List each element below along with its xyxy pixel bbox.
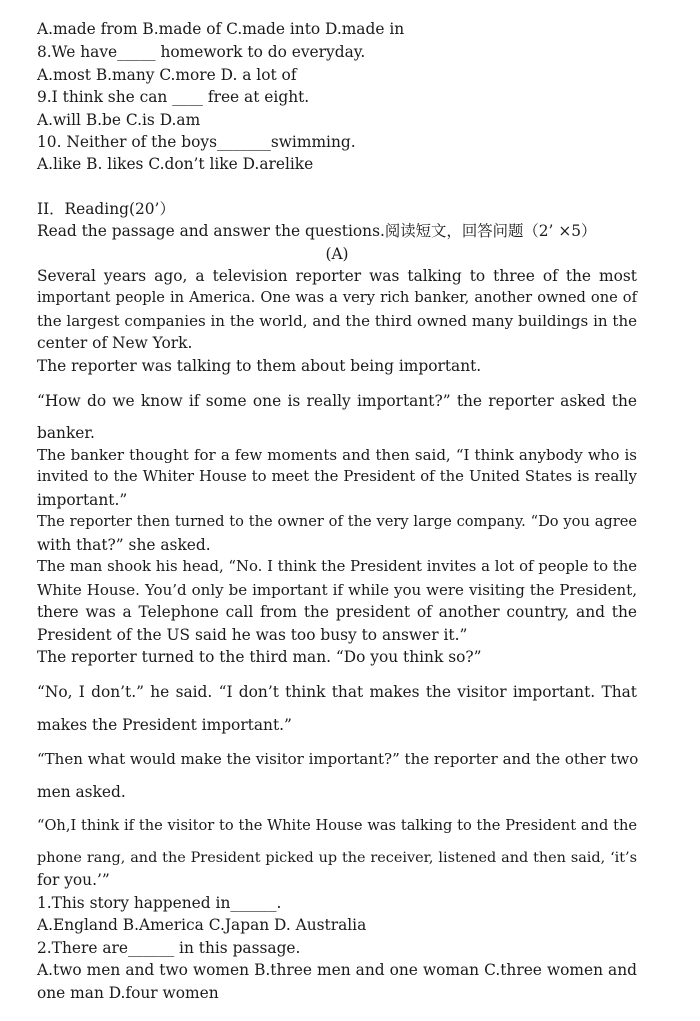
passage-line: The reporter was talking to them about being important. xyxy=(37,357,482,375)
passage-line: the largest companies in the world, and the third owned many buildings in the xyxy=(37,312,637,330)
q10-stem: 10. Neither of the boys_______swimming. xyxy=(37,133,356,151)
passage-line: “Then what would make the visitor important?” the reporter and the other two xyxy=(37,750,639,768)
passage-line: important.” xyxy=(37,491,128,509)
q9-options: A.will B.be C.is D.am xyxy=(37,111,201,129)
passage-line: President of the US said he was too busy to answer it.” xyxy=(37,626,468,644)
q1-options: A.England B.America C.Japan D. Australia xyxy=(37,916,367,934)
q8-stem: 8.We have_____ homework to do everyday. xyxy=(37,43,366,61)
passage-line: phone rang, and the President picked up the receiver, listened and then said, ‘it’s xyxy=(37,850,637,866)
passage-line: center of New York. xyxy=(37,334,193,352)
passage-line: White House. You’d only be important if while you were visiting the President, xyxy=(37,581,637,599)
passage-line: The banker thought for a few moments and then said, “I think anybody who is xyxy=(37,446,637,464)
section-heading: II．Reading(20’） xyxy=(37,200,175,218)
passage-line: important people in America. One was a very rich banker, another owned one of xyxy=(37,289,637,306)
passage-line: there was a Telephone call from the president of another country, and the xyxy=(37,603,637,621)
q8-options: A.most B.many C.more D. a lot of xyxy=(37,66,297,84)
passage-line: “How do we know if some one is really important?” the reporter asked the xyxy=(37,392,637,410)
q2-options: A.two men and two women B.three men and one woman C.three women and xyxy=(37,961,637,979)
section-instruction: Read the passage and answer the questions.阅读短文，回答问题（2’ ×5） xyxy=(37,222,597,240)
passage-line: makes the President important.” xyxy=(37,716,292,734)
passage-line: Several years ago, a television reporter was talking to three of the most xyxy=(37,267,637,285)
passage-line: The man shook his head, “No. I think the President invites a lot of people to the xyxy=(37,558,637,575)
q2-stem: 2.There are______ in this passage. xyxy=(37,939,301,957)
passage-line: invited to the Whiter House to meet the President of the United States is really xyxy=(37,468,637,485)
q1-stem: 1.This story happened in______. xyxy=(37,894,282,912)
passage-line: with that?” she asked. xyxy=(37,536,211,554)
q2-options: one man D.four women xyxy=(37,984,219,1002)
passage-line: “No, I don’t.” he said. “I don’t think that makes the visitor important. That xyxy=(37,683,637,701)
passage-label: (A) xyxy=(325,245,349,263)
q7-options: A.made from B.made of C.made into D.made in xyxy=(37,20,405,38)
passage-line: The reporter turned to the third man. “Do you think so?” xyxy=(37,648,482,666)
passage-line: banker. xyxy=(37,424,95,442)
q9-stem: 9.I think she can ____ free at eight. xyxy=(37,88,310,106)
passage-line: The reporter then turned to the owner of the very large company. “Do you agree xyxy=(37,513,637,530)
passage-line: “Oh,I think if the visitor to the White House was talking to the President and the xyxy=(37,817,637,834)
passage-line: men asked. xyxy=(37,783,126,801)
passage-line: for you.’” xyxy=(37,871,110,889)
q10-options: A.like B. likes C.don’t like D.arelike xyxy=(37,155,314,173)
